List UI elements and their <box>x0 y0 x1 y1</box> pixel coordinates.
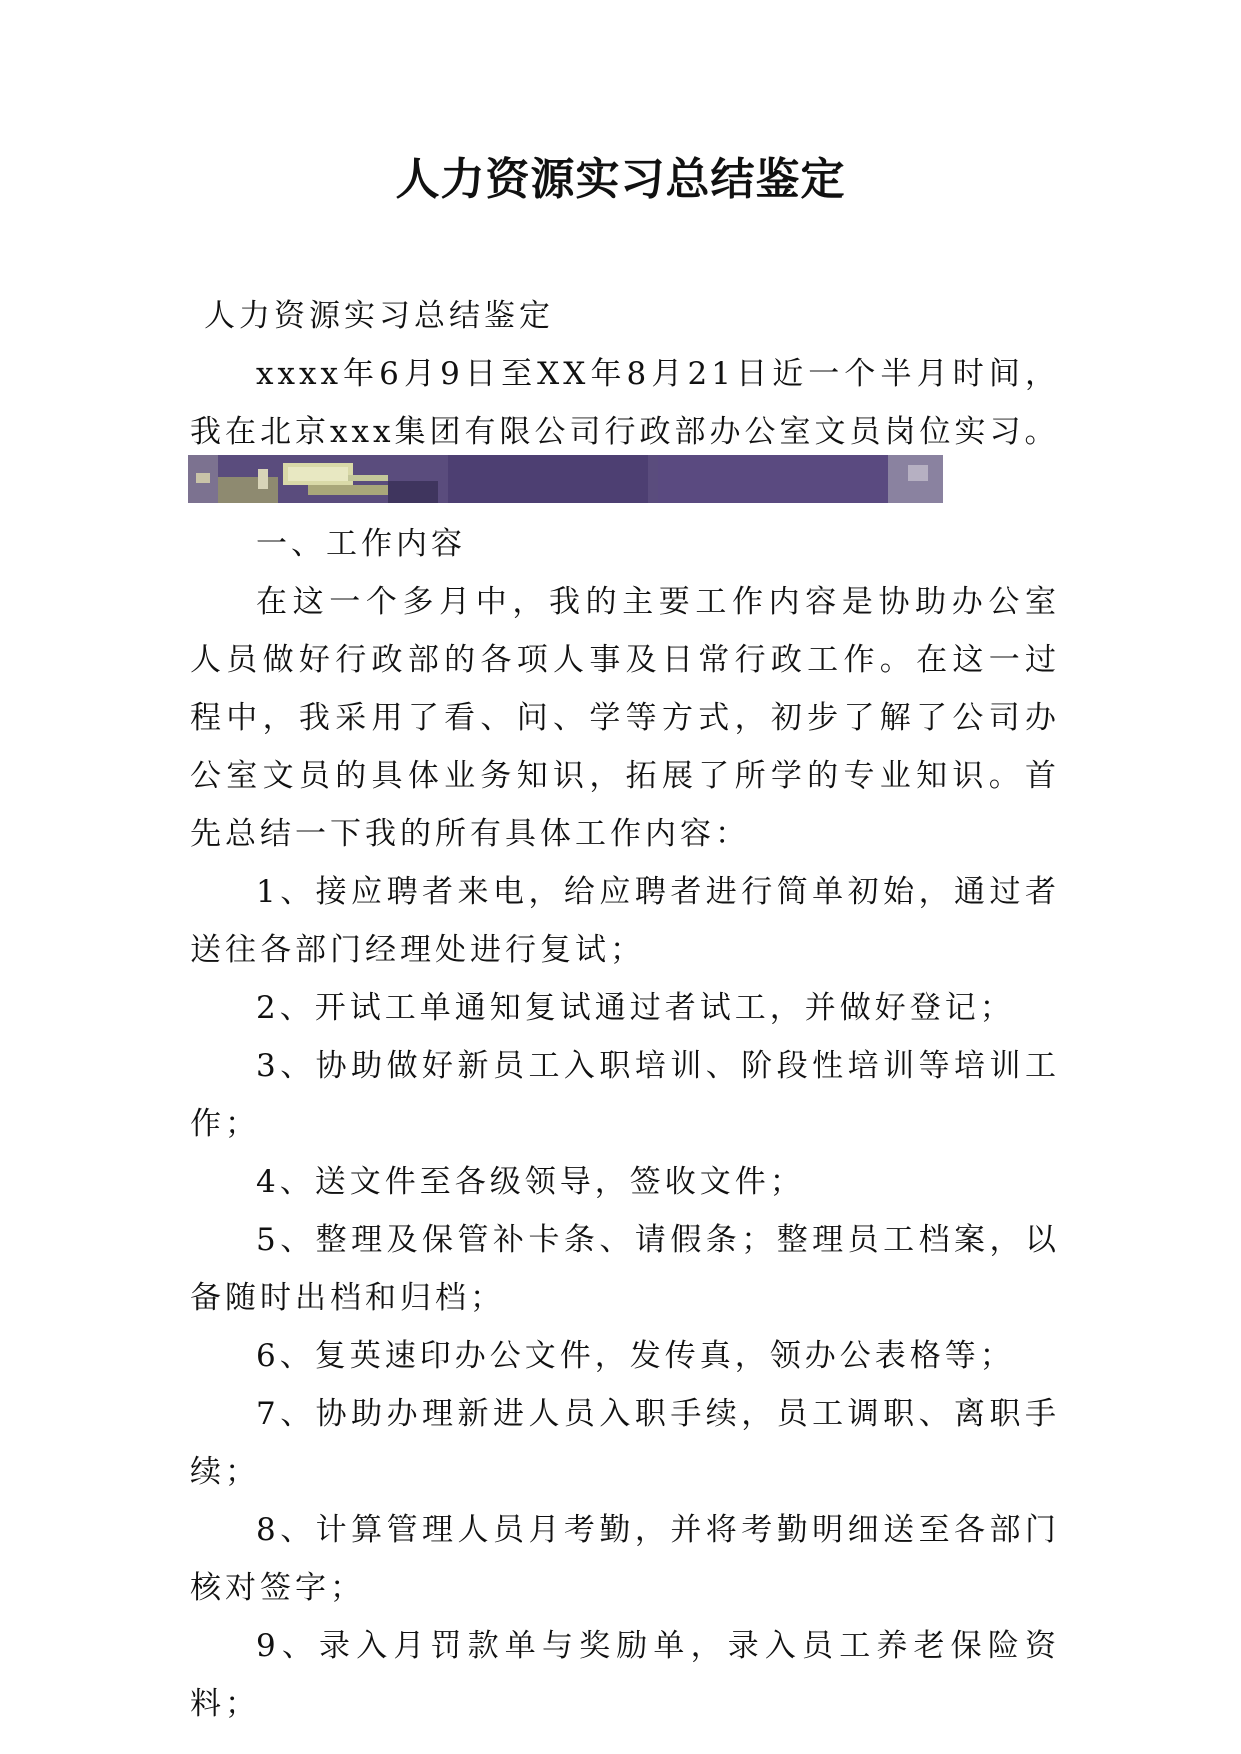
content-block <box>190 515 1060 1733</box>
section-heading: 一、工作内容 <box>256 526 466 562</box>
list-item: 7、协助办理新进人员入职手续，员工调职、离职手续； <box>190 1396 1060 1490</box>
office-photo-banner <box>188 455 943 503</box>
list-item: 9、录入月罚款单与奖励单，录入员工养老保险资料； <box>190 1628 1060 1722</box>
list-item: 1、接应聘者来电，给应聘者进行简单初始，通过者送往各部门经理处进行复试； <box>190 874 1060 968</box>
list-item: 4、送文件至各级领导，签收文件； <box>256 1164 805 1200</box>
list-item: 2、开试工单通知复试通过者试工，并做好登记； <box>256 990 1015 1026</box>
list-item: 8、计算管理人员月考勤，并将考勤明细送至各部门核对签字； <box>190 1512 1060 1606</box>
section-intro-paragraph: 在这一个多月中，我的主要工作内容是协助办公室人员做好行政部的各项人事及日常行政工作。在这一过程中，我采用了看、问、学等方式，初步了解了公司办公室文员的具体业务知识，拓展了所学的专业知识。首先总结一下我的所有具体工作内容： <box>190 584 1060 852</box>
office-photo-image <box>188 455 943 503</box>
list-item: 5、整理及保管补卡条、请假条；整理员工档案，以备随时出档和归档； <box>190 1222 1060 1316</box>
intro-paragraph: xxxx年6月9日至XX年8月21日近一个半月时间，我在北京xxx集团有限公司行政部办公室文员岗位实习。 <box>190 356 1060 450</box>
intro-block <box>190 345 1060 461</box>
list-item: 6、复英速印办公文件，发传真，领办公表格等； <box>256 1338 1015 1374</box>
list-item: 3、协助做好新员工入职培训、阶段性培训等培训工作； <box>190 1048 1060 1142</box>
document-title: 人力资源实习总结鉴定 <box>395 154 846 205</box>
document-subtitle: 人力资源实习总结鉴定 <box>204 298 554 334</box>
